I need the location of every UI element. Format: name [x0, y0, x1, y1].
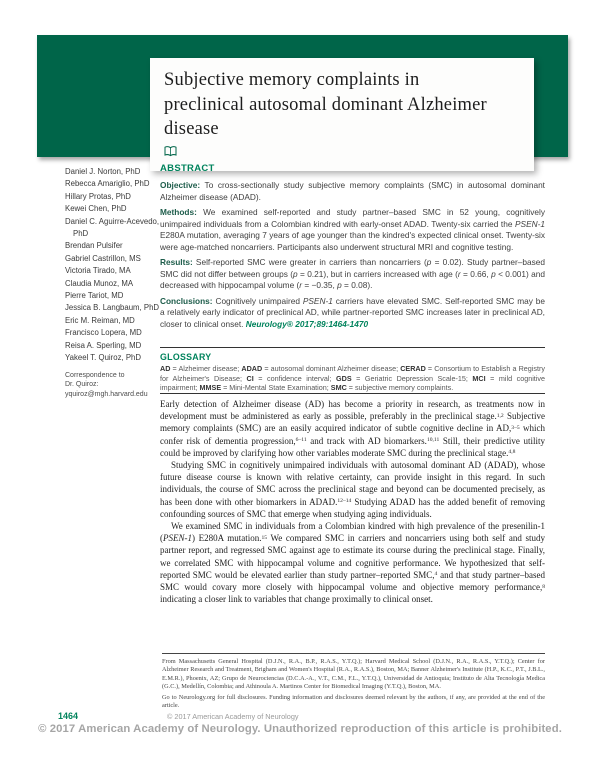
page-number: 1464: [58, 711, 79, 721]
title-box: [150, 58, 534, 171]
footer-copyright: © 2017 American Academy of Neurology: [167, 712, 299, 721]
glossary-text: AD = Alzheimer disease; ADAD = autosomal dominant Alzheimer disease; CERAD = Consortium to Establish a Registry for Alzheimer's Disease; CI = confidence interval; GDS = Geriatric Depression Scale-15; MCI = mild cognitive impairment; MMSE = Mini-Mental State Examination; SMC = subjective memory complaints.: [160, 364, 545, 393]
author-name: Victoria Tirado, MA: [65, 266, 131, 276]
abstract-paragraph: Objective: To cross-sectionally study subjective memory complaints (SMC) in autosomal dominant Alzheimer disease (ADAD).: [160, 180, 545, 202]
author-name: Rebecca Amariglio, PhD: [65, 179, 150, 189]
body-paragraph: Early detection of Alzheimer disease (AD) has become a priority in research, as treatments now in development must be administered as early as possible, preferably in the preclinical stage.$^{1,2}$ Subjective memory complaints (SMC) are an easily acquired indicator of subtle cognitive decline in AD,$^{3-5}$ which confer risk of dementia progression,$^{6-11}$ and track with AD biomarkers.$^{10,11}$ Still, their predictive utility could be improved by clarifying how other variables moderate SMC during the preclinical stage.$^{4,8}$: [160, 399, 545, 458]
author-name: Claudia Munoz, MA: [65, 278, 134, 288]
abstract-heading: ABSTRACT: [160, 163, 215, 174]
copyright-watermark: © 2017 American Academy of Neurology. Unauthorized reproduction of this article is prohibited.: [38, 723, 562, 735]
correspondence-email[interactable]: yquiroz@mgh.harvard.edu: [65, 390, 148, 398]
footnote-rule: [162, 653, 545, 654]
open-book-icon: [164, 146, 177, 157]
abstract-paragraph: Conclusions: Cognitively unimpaired PSEN-1 carriers have elevated SMC. Self-reported SMC may be a relatively early indicator of preclinical AD, while partner-reported SMC increases later in preclinical AD, closer to clinical onset. Neurology® 2017;89:1464-1470: [160, 295, 545, 329]
footnote-block: [162, 658, 545, 714]
correspondence-block: [65, 371, 175, 399]
glossary-rule-bottom: [160, 393, 545, 394]
body-paragraph: We examined SMC in individuals from a Colombian kindred with high prevalence of the presenilin-1 (PSEN-1) E280A mutation.$^{15}$ We compared SMC in carriers and noncarriers using both self and study partner report, and regressed SMC against age to estimate its course during the preclinical stage. Finally, we correlated SMC with hippocampal volume and cognitive performance. We hypothesized that self-reported SMC would be elevated earlier than study partner–reported SMC,$^4$ and that study partner–based SMC would covary more closely with hippocampal volume and objective memory performance,$^8$ indicating a closer link to variables that change proximally to clinical onset.: [160, 521, 546, 605]
abstract-section: [160, 163, 545, 334]
author-name: Daniel C. Aguirre-Acevedo, PhD: [65, 216, 160, 239]
author-name: Kewei Chen, PhD: [65, 204, 127, 214]
author-name: Eric M. Reiman, MD: [65, 315, 135, 325]
article-title-line: Subjective memory complaints in: [164, 70, 420, 90]
author-name: Hillary Protas, PhD: [65, 191, 131, 201]
article-title-line: preclinical autosomal dominant Alzheimer: [164, 94, 487, 115]
article-body: [160, 398, 545, 605]
correspondence-name: Dr. Quiroz:: [65, 381, 99, 389]
glossary-heading: GLOSSARY: [160, 352, 212, 362]
author-name: Francisco Lopera, MD: [65, 328, 142, 338]
glossary-section: [160, 352, 545, 393]
article-title-line: disease: [164, 119, 219, 139]
author-name: Gabriel Castrillon, MS: [65, 253, 141, 263]
author-name: Daniel J. Norton, PhD: [65, 167, 141, 176]
glossary-rule-top: [160, 347, 545, 348]
author-list: [65, 166, 161, 365]
author-name: Pierre Tariot, MD: [65, 291, 124, 301]
abstract-paragraph: Results: Self-reported SMC were greater in carriers than noncarriers (p = 0.02). Study partner–based SMC did not differ between groups (p = 0.21), but in carriers increased with age (r = 0.66, p < 0.001) and decreased with hippocampal volume (r = −0.35, p = 0.08).: [160, 257, 545, 290]
footnote-paragraph: Go to Neurology.org for full disclosures. Funding information and disclosures deemed relevant by the authors, if any, are provided at the end of the article.: [162, 694, 545, 710]
article-title: [164, 68, 534, 142]
abstract-paragraphs: [160, 180, 545, 330]
footnote-paragraph: From Massachusetts General Hospital (D.J.N., R.A., B.P., R.A.S., Y.T.Q.); Harvard Medical School (D.J.N., R.A., R.A.S., Y.T.Q.); Center for Alzheimer Research and Treatment, Brigham and Women's Hospital (R.A., R.A.S.), Boston, MA; Banner Alzheimer's Institute (H.P., K.C., P.T., J.B.L., E.M.R.), Phoenix, AZ; Grupo de Neurociencias (D.C.A.-A., V.T., C.M., F.L., Y.T.Q.), Universidad de Antioquia; Instituto de Alta Tecnología Medica (G.C.), Medellín, Colombia; and Athinoula A. Martinos Center for Biomedical Imaging (Y.T.Q.), Boston, MA.: [162, 658, 545, 690]
correspondence-label: Correspondence to: [65, 372, 125, 379]
author-name: Brendan Pulsifer: [65, 241, 123, 251]
author-name: Jessica B. Langbaum, PhD: [65, 303, 160, 313]
author-name: Yakeel T. Quiroz, PhD: [65, 353, 141, 363]
abstract-paragraph: Methods: We examined self-reported and study partner–based SMC in 52 young, cognitively unimpaired individuals from a Colombian kindred with early-onset ADAD. Twenty-six carried the PSEN-1 E280A mutation, averaging 7 years of age younger than the kindred's expected clinical onset. Twenty-six were age-matched noncarriers. Participants also underwent structural MRI and cognitive testing.: [160, 207, 545, 252]
body-paragraph: Studying SMC in cognitively unimpaired individuals with autosomal dominant AD (ADAD), whose future disease course is known with relative certainty, can provide insight in this regard. In such individuals, the course of SMC across the preclinical stage and beyond can be documented precisely, as has been done with other biomarkers in ADAD.$^{12-14}$ Studying ADAD has the added benefit of removing confounding sources of SMC that emerge when studying aging individuals.: [160, 460, 546, 519]
author-name: Reisa A. Sperling, MD: [65, 340, 142, 350]
